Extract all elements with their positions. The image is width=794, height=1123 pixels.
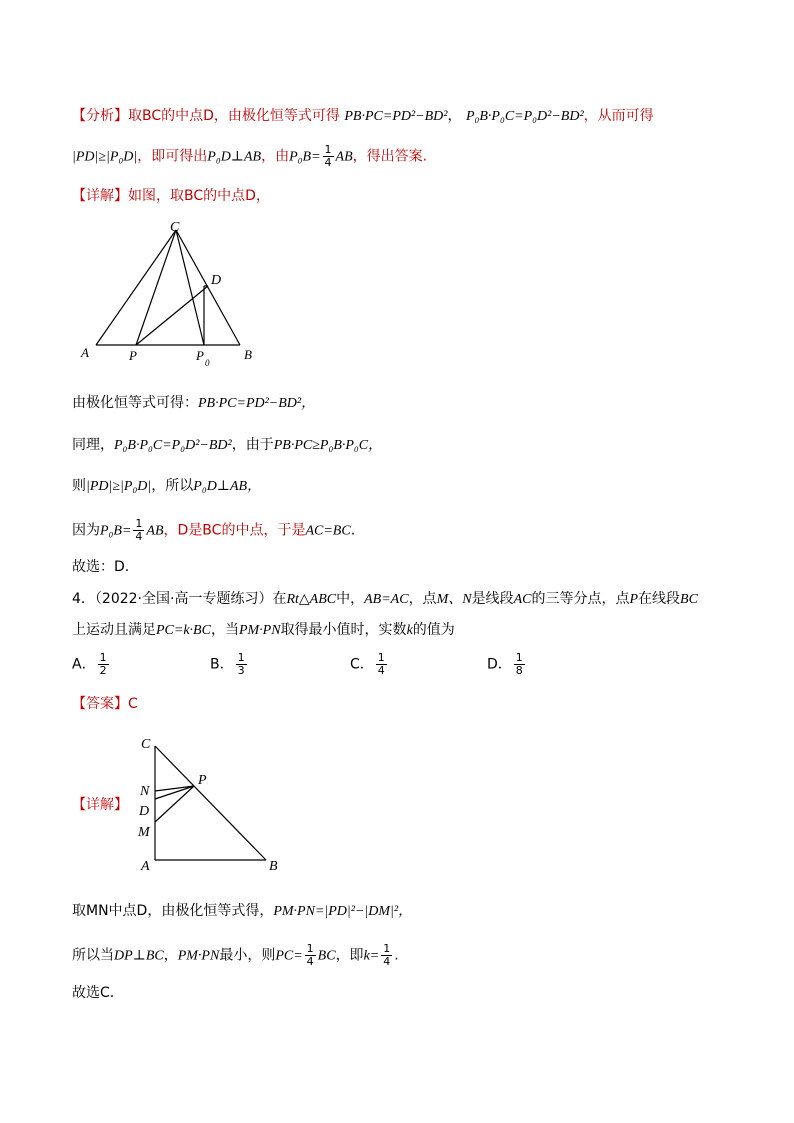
formula: PB·PC=PD²−BD² bbox=[344, 109, 448, 124]
problem-number: 4． bbox=[72, 591, 95, 607]
text: ，D是BC的中点，于是 bbox=[163, 522, 306, 539]
analysis-text: ，由 bbox=[261, 148, 290, 165]
label-P0: P bbox=[196, 348, 204, 363]
answer-value: C bbox=[128, 696, 138, 712]
label-M: M bbox=[138, 825, 150, 840]
answer-line bbox=[72, 694, 138, 714]
text: ， bbox=[163, 947, 178, 964]
detail2-step2 bbox=[72, 943, 399, 968]
formula: AB=AC bbox=[364, 592, 409, 607]
formula: AB bbox=[146, 523, 164, 539]
formula: PC= bbox=[275, 948, 303, 964]
formula: AB bbox=[335, 149, 353, 165]
label-B: B bbox=[269, 859, 278, 874]
formula: Rt△ABC bbox=[286, 592, 337, 607]
detail1-step2 bbox=[72, 435, 382, 456]
problem4-line-1 bbox=[72, 589, 698, 610]
formula: M、N bbox=[436, 592, 472, 607]
text: 在线段 bbox=[638, 591, 681, 607]
analysis-text: 取BC的中点D，由极化恒等式可得 bbox=[128, 108, 340, 124]
text: 取MN中点D，由极化恒等式得， bbox=[72, 903, 274, 919]
text: 在 bbox=[272, 591, 287, 607]
text: 的三等分点，点 bbox=[531, 591, 630, 607]
detail1-intro bbox=[72, 186, 270, 206]
detail2-tag-line bbox=[72, 795, 128, 815]
formula: k= bbox=[363, 948, 380, 964]
formula: P₀B= bbox=[289, 149, 321, 165]
label-P: P bbox=[129, 348, 137, 363]
detail1-step3 bbox=[72, 476, 261, 497]
text: 故选C. bbox=[72, 985, 115, 1001]
text: 因为 bbox=[72, 522, 100, 539]
formula: |PD|≥|P₀D| bbox=[72, 149, 138, 165]
formula: P bbox=[629, 592, 639, 607]
analysis-line-1: 【分析】取BC的中点D，由极化恒等式可得 PB·PC=PD²−BD²， P₀B·P₀C=P₀D²−BD²，从而可得 bbox=[72, 108, 654, 124]
text: 中， bbox=[336, 591, 365, 607]
text: 的值为 bbox=[412, 622, 455, 638]
text: 取得最小值时，实数 bbox=[280, 622, 407, 638]
formula: BC bbox=[317, 948, 336, 964]
option-a: A． $\frac{1}{2}$ bbox=[72, 651, 107, 677]
text: ，所以 bbox=[151, 478, 194, 494]
detail-tag: 【详解】 bbox=[72, 797, 128, 813]
formula: k bbox=[406, 623, 413, 638]
analysis-text: ，从而可得 bbox=[583, 108, 654, 124]
problem-source: （2022·全国·高一专题练习） bbox=[94, 591, 273, 607]
text: ，点 bbox=[408, 591, 437, 607]
text: 则 bbox=[72, 478, 86, 494]
detail1-step1 bbox=[72, 393, 315, 414]
text: . bbox=[394, 947, 399, 964]
fraction: $\frac{1}{4}$ bbox=[306, 942, 314, 968]
formula: DP⊥BC bbox=[114, 948, 164, 964]
label-A: A bbox=[81, 345, 89, 360]
formula: PM·PN bbox=[238, 623, 281, 638]
label-C: C bbox=[170, 220, 180, 235]
label-D: D bbox=[211, 273, 222, 288]
fraction: $\frac{1}{4}$ bbox=[383, 942, 391, 968]
text: ，当 bbox=[210, 622, 239, 638]
problem4-line-2 bbox=[72, 620, 455, 641]
detail1-step4 bbox=[72, 518, 355, 543]
option-c: C． $\frac{1}{4}$ bbox=[350, 651, 385, 677]
formula: PB·PC≥P₀B·P₀C， bbox=[273, 438, 383, 453]
fraction: $\frac{1}{4}$ bbox=[135, 517, 143, 543]
triangle-figure-1 bbox=[78, 216, 278, 371]
label-N: N bbox=[140, 784, 150, 799]
text: . bbox=[350, 522, 356, 539]
fraction: $\frac{1}{4}$ bbox=[324, 143, 332, 169]
label-B: B bbox=[244, 347, 252, 362]
text: 上运动且满足 bbox=[72, 622, 156, 638]
detail-tag: 【详解】 bbox=[72, 188, 128, 204]
formula: PM·PN bbox=[177, 948, 220, 964]
formula: PB·PC=PD²−BD²， bbox=[198, 396, 316, 411]
formula: BC bbox=[680, 592, 698, 607]
formula: P₀D⊥AB， bbox=[193, 479, 262, 494]
analysis-text: ，即可得出 bbox=[137, 148, 208, 165]
label-C: C bbox=[141, 737, 151, 752]
label-A: A bbox=[141, 859, 150, 874]
formula: P₀D⊥AB bbox=[207, 149, 262, 165]
formula: P₀B·P₀C=P₀D²−BD² bbox=[114, 438, 232, 453]
formula: PM·PN=|PD|²−|DM|²， bbox=[273, 904, 413, 919]
formula: P₀B·P₀C=P₀D²−BD² bbox=[465, 109, 584, 124]
text: 是线段 bbox=[471, 591, 514, 607]
label-P0-sub: 0 bbox=[205, 358, 210, 368]
formula: AC=BC bbox=[305, 523, 351, 539]
text: 所以当 bbox=[72, 947, 114, 964]
formula: AC bbox=[513, 592, 532, 607]
label-P: P bbox=[198, 773, 207, 788]
formula: P₀B= bbox=[100, 523, 132, 539]
text: 最小，则 bbox=[219, 947, 276, 964]
triangle-figure-2 bbox=[136, 734, 286, 874]
analysis-line-2 bbox=[72, 144, 427, 169]
analysis-tag: 【分析】 bbox=[72, 108, 128, 124]
detail1-conclusion bbox=[72, 557, 129, 577]
text: 故选：D. bbox=[72, 559, 130, 575]
detail2-conclusion bbox=[72, 983, 114, 1003]
text: 由极化恒等式可得： bbox=[72, 395, 198, 411]
text: 同理， bbox=[72, 437, 114, 453]
detail-intro-text: 如图，取BC的中点D， bbox=[128, 188, 270, 204]
option-b: B． $\frac{1}{3}$ bbox=[210, 651, 245, 677]
formula: PC=k·BC bbox=[156, 623, 211, 638]
formula: |PD|≥|P₀D| bbox=[86, 479, 152, 494]
answer-tag: 【答案】 bbox=[72, 696, 128, 712]
option-d: D． $\frac{1}{8}$ bbox=[487, 651, 523, 677]
label-D: D bbox=[139, 804, 150, 819]
text: ，即 bbox=[335, 947, 364, 964]
text: ，由于 bbox=[231, 437, 274, 453]
analysis-text: ，得出答案. bbox=[352, 148, 428, 165]
detail2-step1 bbox=[72, 901, 412, 922]
